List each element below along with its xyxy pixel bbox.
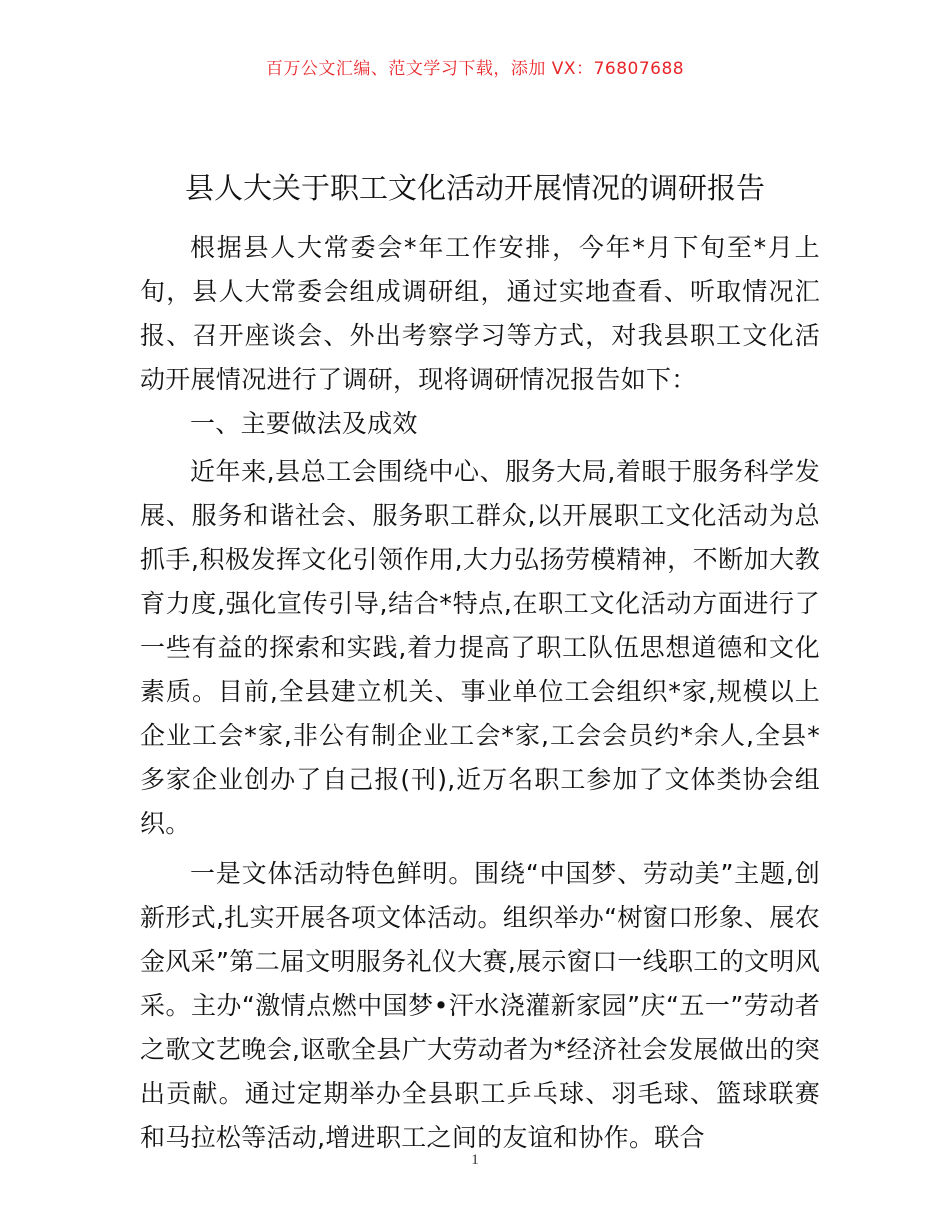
document-body — [140, 226, 820, 1160]
body-paragraph: 近年来,县总工会围绕中心、服务大局,着眼于服务科学发展、服务和谐社会、服务职工群众,以开展职工文化活动为总抓手,积极发挥文化引领作用,大力弘扬劳模精神，不断加大教育力度,强化宣传引导,结合*特点,在职工文化活动方面进行了一些有益的探索和实践,着力提高了职工队伍思想道德和文化素质。目前,全县建立机关、事业单位工会组织*家,规模以上企业工会*家,非公有制企业工会*家,工会会员约*余人,全县*多家企业创办了自己报(刊),近万名职工参加了文体类协会组织。 — [140, 457, 820, 838]
header-banner: 百万公文汇编、范文学习下载，添加 VX：76807688 — [265, 59, 685, 79]
intro-paragraph: 根据县人大常委会*年工作安排，今年*月下旬至*月上旬，县人大常委会组成调研组，通过实地查看、听取情况汇报、召开座谈会、外出考察学习等方式，对我县职工文化活动开展情况进行了调研，现将调研情况报告如下： — [140, 233, 820, 394]
document-title: 县人大关于职工文化活动开展情况的调研报告 — [184, 171, 765, 205]
section-heading: 一、主要做法及成效 — [190, 409, 418, 438]
body-paragraph: 一是文体活动特色鲜明。围绕“中国梦、劳动美”主题,创新形式,扎实开展各项文体活动。组织举办“树窗口形象、展农金风采”第二届文明服务礼仪大赛,展示窗口一线职工的文明风采。主办“激情点燃中国梦•汗水浇灌新家园”庆“五一”劳动者之歌文艺晚会,讴歌全县广大劳动者为*经济社会发展做出的突出贡献。通过定期举办全县职工乒乓球、羽毛球、篮球联赛和马拉松等活动,增进职工之间的友谊和协作。联合 — [140, 859, 820, 1152]
page-number: 1 — [471, 1152, 479, 1168]
